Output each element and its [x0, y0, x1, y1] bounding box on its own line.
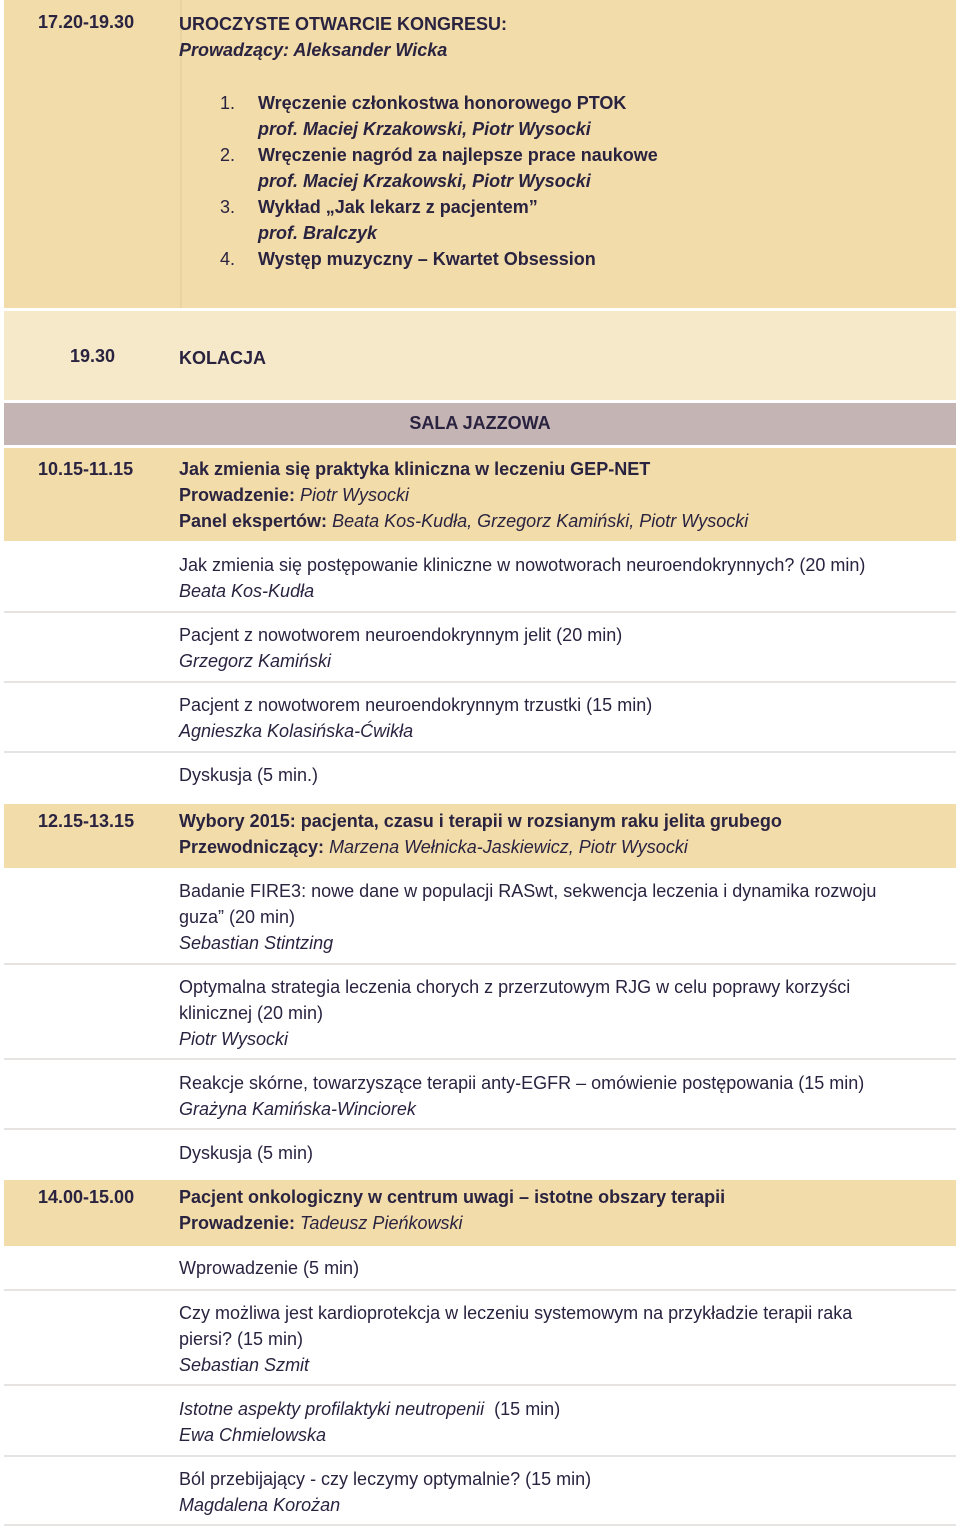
- agenda-item-sub: prof. Maciej Krzakowski, Piotr Wysocki: [258, 171, 591, 191]
- agenda-item-title: Występ muzyczny – Kwartet Obsession: [258, 249, 596, 269]
- session3-title: Pacjent onkologiczny w centrum uwagi – istotne obszary terapii: [179, 1187, 726, 1207]
- room-name: SALA JAZZOWA: [409, 413, 551, 433]
- session3-time: 14.00-15.00: [38, 1187, 135, 1207]
- talk-title: Jak zmienia się postępowanie kliniczne w nowotworach neuroendokrynnych? (20 min): [179, 555, 866, 575]
- talk-title: Dyskusja (5 min.): [179, 765, 319, 785]
- talk-speaker: Grażyna Kamińska-Winciorek: [179, 1099, 416, 1119]
- talk-speaker: Sebastian Szmit: [179, 1355, 310, 1375]
- opening-host: Prowadzący: Aleksander Wicka: [179, 40, 448, 60]
- kolacja-time: 19.30: [70, 346, 116, 366]
- opening-agenda: [220, 90, 658, 272]
- talk-title: Czy możliwa jest kardioprotekcja w leczeniu systemowym na przykładzie terapii raka: [179, 1303, 853, 1323]
- session1-title: Jak zmienia się praktyka kliniczna w leczeniu GEP-NET: [179, 459, 651, 479]
- talk-row: [4, 753, 956, 801]
- talk-title-cont: piersi? (15 min): [179, 1329, 304, 1349]
- talk-title: Reakcje skórne, towarzyszące terapii anty-EGFR – omówienie postępowania (15 min): [179, 1073, 865, 1093]
- talk-title: Dyskusja (5 min): [179, 1143, 314, 1163]
- agenda-item: 4. Występ muzyczny – Kwartet Obsession: [220, 249, 596, 269]
- talk-title: Ból przebijający - czy leczymy optymalnie? (15 min): [179, 1469, 592, 1489]
- kolacja-block: [4, 311, 956, 400]
- talk-speaker: Agnieszka Kolasińska-Ćwikła: [179, 721, 414, 741]
- talk-speaker: Beata Kos-Kudła: [179, 581, 315, 601]
- talk-row: [4, 1246, 956, 1291]
- talk-title: Istotne aspekty profilaktyki neutropenii (15 min): [179, 1399, 561, 1419]
- opening-title: UROCZYSTE OTWARCIE KONGRESU:: [179, 14, 508, 34]
- talk-speaker: Piotr Wysocki: [179, 1029, 289, 1049]
- agenda-item-title: Wręczenie członkostwa honorowego PTOK: [258, 93, 627, 113]
- session2-chair: Przewodniczący: Marzena Wełnicka-Jaskiewicz, Piotr Wysocki: [179, 837, 688, 857]
- room-header: [4, 403, 956, 445]
- session2-time: 12.15-13.15: [38, 811, 135, 831]
- agenda-item-sub: prof. Maciej Krzakowski, Piotr Wysocki: [258, 119, 591, 139]
- talk-speaker: Magdalena Korożan: [179, 1495, 341, 1515]
- opening-time: 17.20-19.30: [38, 12, 135, 32]
- talk-speaker: Grzegorz Kamiński: [179, 651, 332, 671]
- session3-chair: Prowadzenie: Tadeusz Pieńkowski: [179, 1213, 463, 1233]
- talk-row: [4, 1130, 956, 1178]
- agenda-item-sub: prof. Bralczyk: [258, 223, 378, 243]
- talk-title: Pacjent z nowotworem neuroendokrynnym jelit (20 min): [179, 625, 623, 645]
- talk-title: Optymalna strategia leczenia chorych z przerzutowym RJG w celu poprawy korzyści: [179, 977, 851, 997]
- talk-speaker: Sebastian Stintzing: [179, 933, 334, 953]
- talk-title-cont: guza” (20 min): [179, 907, 296, 927]
- talk-title: Badanie FIRE3: nowe dane w populacji RASwt, sekwencja leczenia i dynamika rozwoju: [179, 881, 877, 901]
- agenda-item: 2. Wręczenie nagród za najlepsze prace naukowe: [220, 145, 658, 165]
- agenda-item: 3. Wykład „Jak lekarz z pacjentem”: [220, 197, 538, 217]
- kolacja-title: KOLACJA: [179, 348, 267, 368]
- session1-time: 10.15-11.15: [38, 459, 134, 479]
- session1-panel: Panel ekspertów: Beata Kos-Kudła, Grzegorz Kamiński, Piotr Wysocki: [179, 511, 749, 531]
- agenda-item-title: Wręczenie nagród za najlepsze prace naukowe: [258, 145, 658, 165]
- talk-title: Wprowadzenie (5 min): [179, 1258, 360, 1278]
- session2-title: Wybory 2015: pacjenta, czasu i terapii w rozsianym raku jelita grubego: [179, 811, 782, 831]
- agenda-item: 1. Wręczenie członkostwa honorowego PTOK: [220, 93, 627, 113]
- session1-chair: Prowadzenie: Piotr Wysocki: [179, 485, 410, 505]
- agenda-item-title: Wykład „Jak lekarz z pacjentem”: [258, 197, 538, 217]
- talk-title-cont: klinicznej (20 min): [179, 1003, 324, 1023]
- talk-speaker: Ewa Chmielowska: [179, 1425, 327, 1445]
- talk-title: Pacjent z nowotworem neuroendokrynnym trzustki (15 min): [179, 695, 653, 715]
